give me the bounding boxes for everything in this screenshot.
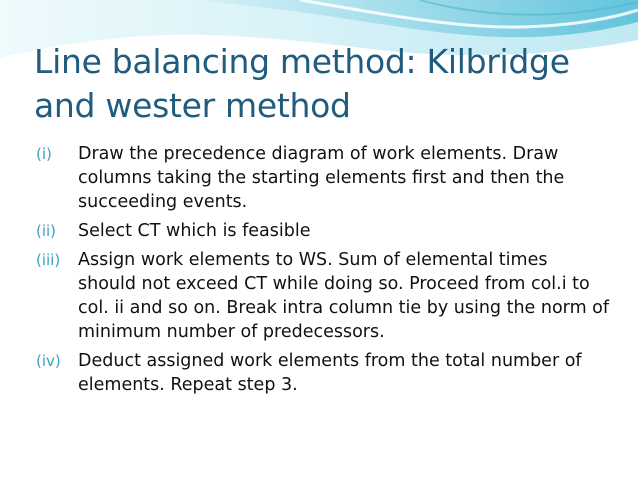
slide-title-line-2: and wester method bbox=[34, 86, 351, 125]
step-text: Select CT which is feasible bbox=[78, 221, 311, 241]
step-number: (iv) bbox=[36, 352, 61, 370]
step-item bbox=[0, 248, 630, 344]
step-text: Assign work elements to WS. Sum of elemental times should not exceed CT while doing so. Proceed from col.i to col. ii and so on. Break intra column tie by using the norm of minimum number of predecessors. bbox=[78, 250, 610, 342]
step-item bbox=[0, 219, 630, 243]
steps-list bbox=[0, 142, 630, 402]
step-number: (iii) bbox=[36, 251, 61, 269]
step-number: (i) bbox=[36, 145, 52, 163]
slide-title bbox=[34, 40, 624, 128]
slide-title-line-1: Line balancing method: Kilbridge bbox=[34, 42, 570, 81]
step-text: Deduct assigned work elements from the total number of elements. Repeat step 3. bbox=[78, 351, 582, 395]
step-item bbox=[0, 349, 630, 397]
step-text: Draw the precedence diagram of work elements. Draw columns taking the starting elements first and then the succeeding events. bbox=[78, 144, 565, 212]
step-item bbox=[0, 142, 630, 214]
step-number: (ii) bbox=[36, 222, 57, 240]
